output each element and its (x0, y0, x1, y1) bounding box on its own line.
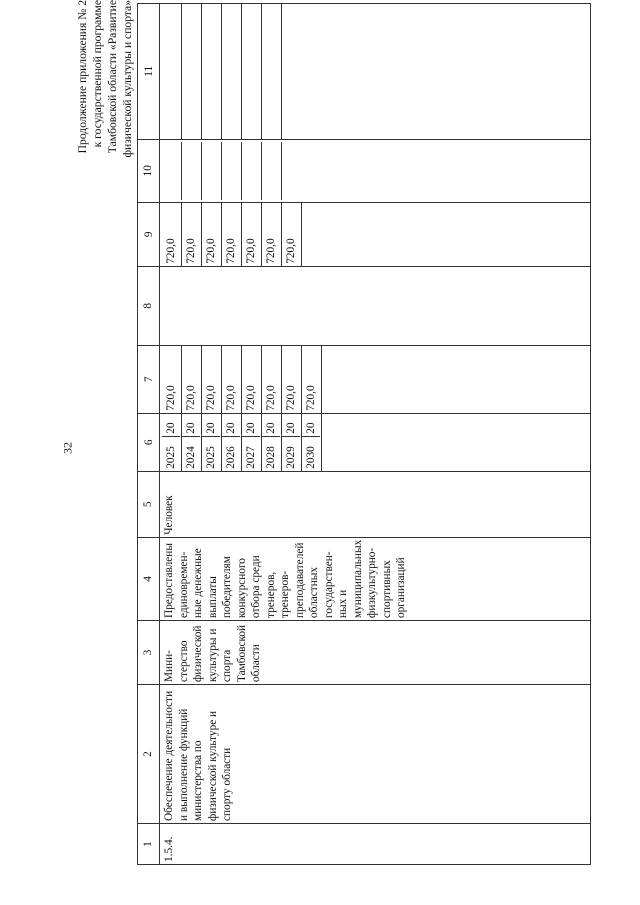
year-value: 2028 (262, 436, 280, 469)
heading-line-2: к государственной программе (91, 0, 104, 148)
blank-cell (162, 4, 182, 139)
year-entry (202, 414, 222, 471)
year-entry (282, 414, 302, 471)
amount-value: 720,0 (302, 346, 322, 413)
blank-cell (262, 142, 282, 200)
row-indicator: Предоставлены единовремен-ные денежные выплаты победителям конкурсного отбора среди тренеров, тренеров-преподавателей областных государствен-ных и муниципальных физкультурно-спортивных организаций (160, 537, 591, 620)
blank-cell (242, 4, 262, 139)
count-value: 20 (185, 422, 197, 434)
amount-value: 720,0 (182, 346, 202, 413)
year-value: 2030 (302, 436, 320, 469)
row-number: 1.5.4. (160, 824, 591, 865)
amount-value: 720,0 (202, 346, 222, 413)
col-number-6: 6 (138, 413, 160, 471)
col-number-1: 1 (138, 824, 160, 865)
amount-value: 720,0 (262, 346, 282, 413)
table-row (160, 3, 591, 864)
amount-value: 720,0 (282, 346, 302, 413)
blank-list-col11 (162, 4, 282, 139)
blank-cell (202, 4, 222, 139)
blank-cell (182, 4, 202, 139)
page-number: 32 (60, 442, 75, 454)
year-entry (182, 414, 202, 471)
amount-value: 720,0 (262, 203, 282, 266)
year-value: 2024 (182, 436, 200, 469)
heading-line-4: физической культуры и спорта» (121, 0, 134, 158)
amount-value: 720,0 (222, 203, 242, 266)
col-number-4: 4 (138, 537, 160, 620)
year-value: 2026 (222, 436, 240, 469)
blank-list-col10 (162, 142, 282, 200)
amount-list-col9 (162, 203, 302, 266)
col-number-3: 3 (138, 621, 160, 685)
row-col8 (160, 266, 591, 345)
col-number-2: 2 (138, 685, 160, 824)
row-col10 (160, 139, 591, 202)
amount-value: 720,0 (242, 346, 262, 413)
amount-value: 720,0 (222, 346, 242, 413)
blank-cell (222, 142, 242, 200)
count-value: 20 (225, 422, 237, 434)
year-entry (242, 414, 262, 471)
amount-value: 720,0 (282, 203, 302, 266)
row-unit: Человек (160, 471, 591, 537)
amount-value: 720,0 (162, 203, 182, 266)
col-number-5: 5 (138, 471, 160, 537)
year-value: 2027 (242, 436, 260, 469)
col-number-11: 11 (138, 3, 160, 139)
col-number-7: 7 (138, 345, 160, 413)
col-number-10: 10 (138, 139, 160, 202)
blank-cell (182, 142, 202, 200)
year-value: 2025 (202, 436, 220, 469)
col-number-9: 9 (138, 202, 160, 266)
year-entry (262, 414, 282, 471)
blank-cell (242, 142, 262, 200)
amount-value: 720,0 (202, 203, 222, 266)
count-value: 20 (205, 422, 217, 434)
amount-value: 720,0 (162, 346, 182, 413)
year-value: 2029 (282, 436, 300, 469)
heading-line-3: Тамбовской области «Развитие (106, 0, 119, 154)
column-number-row (138, 3, 160, 864)
blank-cell (162, 142, 182, 200)
year-value-list (162, 414, 322, 471)
row-executor: Мини-стерство физической культуры и спорта Тамбовской области (160, 621, 591, 685)
appendix-heading (75, 0, 141, 232)
program-table (137, 3, 591, 865)
blank-cell (202, 142, 222, 200)
heading-line-1: Продолжение приложения № 2 (76, 0, 89, 154)
amount-value: 720,0 (182, 203, 202, 266)
blank-cell (222, 4, 242, 139)
row-name: Обеспечение деятельности и выполнение функций министерства по физической культуре и спорту области (160, 685, 591, 824)
count-value: 20 (165, 422, 177, 434)
year-entry (302, 414, 322, 471)
amount-value: 720,0 (242, 203, 262, 266)
amount-list-col7 (162, 346, 322, 413)
row-amount-col9 (160, 202, 591, 266)
row-year-values (160, 413, 591, 471)
row-col11 (160, 3, 591, 139)
count-value: 20 (245, 422, 257, 434)
row-amount-col7 (160, 345, 591, 413)
year-entry (222, 414, 242, 471)
year-value: 2025 (162, 436, 180, 469)
count-value: 20 (285, 422, 297, 434)
col-number-8: 8 (138, 266, 160, 345)
year-entry (162, 414, 182, 471)
count-value: 20 (305, 422, 317, 434)
count-value: 20 (265, 422, 277, 434)
blank-cell (262, 4, 282, 139)
